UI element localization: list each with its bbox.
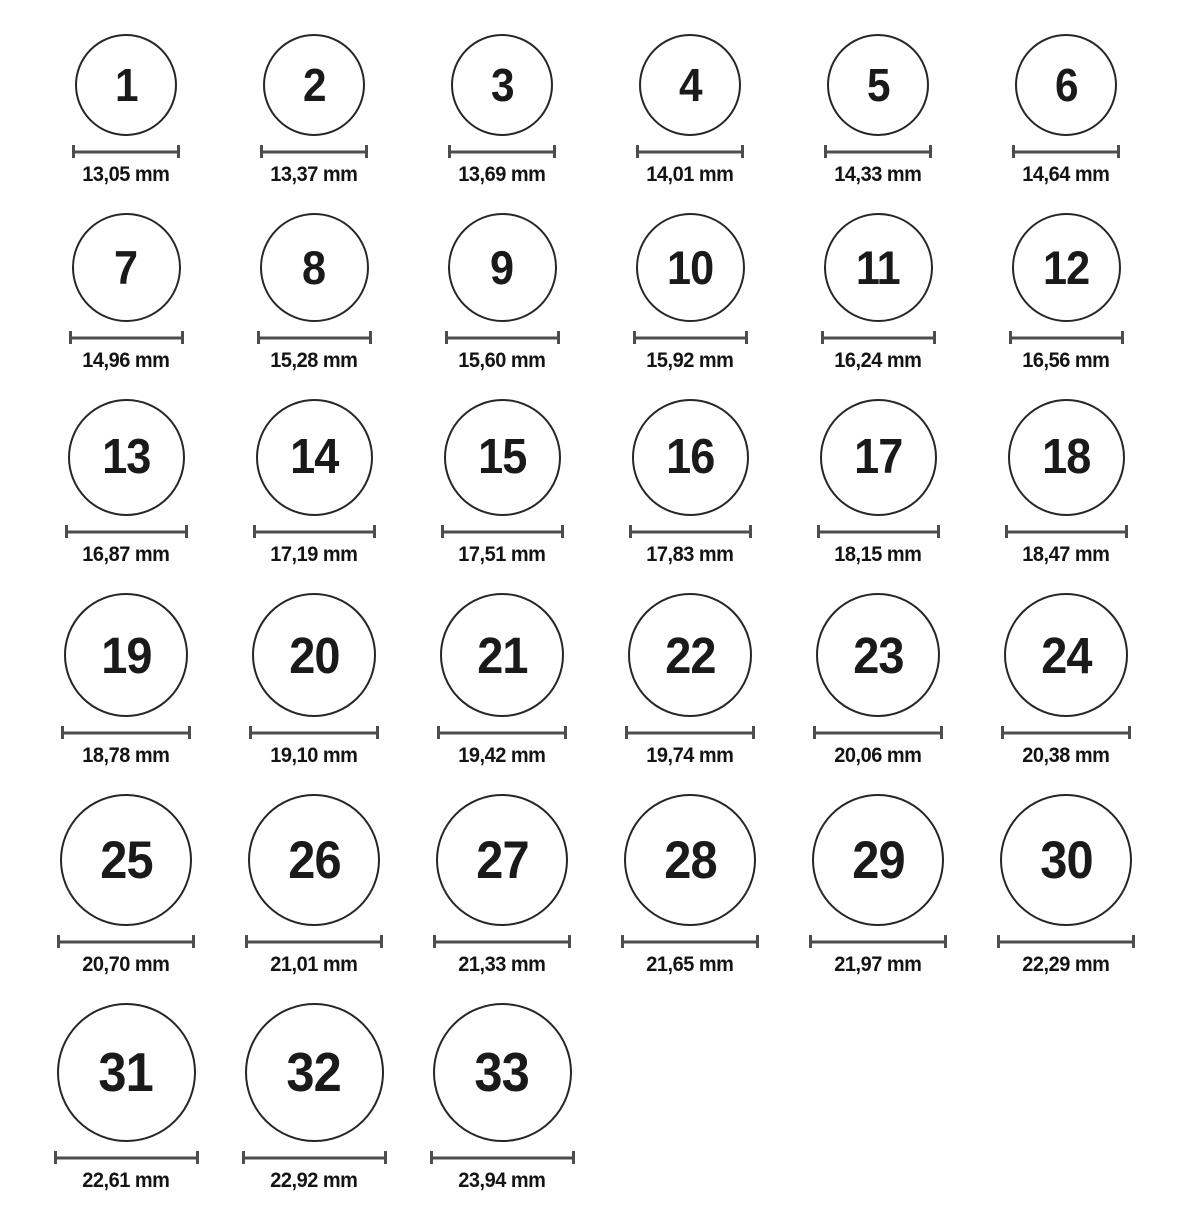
ring-size-number: 14 [289,430,339,484]
ring-size-number: 15 [477,430,527,484]
ring-size-number: 10 [666,241,714,294]
ring-size-item [220,794,408,977]
diameter-measure-line [813,726,943,739]
diameter-measure-line [621,935,759,948]
ring-size-number: 1 [114,59,138,111]
ring-circle [1015,34,1117,136]
ring-circle [60,794,192,926]
ring-size-item [408,593,596,768]
ring-circle [68,399,185,516]
ring-size-number: 17 [853,430,903,484]
diameter-measure-line [430,1151,575,1164]
ring-size-item [784,399,972,567]
diameter-label: 19,42 mm [458,744,546,767]
size-row [32,399,1160,567]
diameter-label: 19,74 mm [646,744,734,767]
size-row [32,794,1160,977]
diameter-label: 22,29 mm [1022,953,1110,976]
ring-size-number: 21 [476,626,528,684]
diameter-measure-line [821,331,936,344]
ring-size-number: 27 [475,830,529,890]
diameter-measure-line [1009,331,1124,344]
ring-size-number: 9 [490,241,514,294]
diameter-label: 18,78 mm [82,744,170,767]
ring-circle [1000,794,1132,926]
ring-size-item [220,593,408,768]
ring-size-number: 5 [866,59,890,111]
ring-size-item [972,34,1160,187]
ring-size-number: 3 [490,59,514,111]
diameter-measure-line [437,726,567,739]
ring-size-item [408,399,596,567]
diameter-label: 15,92 mm [646,349,734,372]
ring-circle [827,34,929,136]
ring-size-item [220,34,408,187]
ring-size-number: 28 [663,830,717,890]
ring-circle [816,593,940,717]
ring-size-item [784,213,972,373]
diameter-measure-line [253,525,376,538]
ring-circle [812,794,944,926]
ring-size-item [596,794,784,977]
ring-size-number: 23 [852,626,904,684]
diameter-label: 20,70 mm [82,953,170,976]
ring-circle [824,213,933,322]
diameter-label: 16,24 mm [834,349,922,372]
ring-size-number: 24 [1040,626,1092,684]
ring-circle [57,1003,196,1142]
diameter-label: 18,15 mm [834,543,922,566]
diameter-measure-line [242,1151,387,1164]
ring-circle [75,34,177,136]
diameter-measure-line [809,935,947,948]
ring-size-item [596,34,784,187]
ring-size-number: 29 [851,830,905,890]
ring-circle [433,1003,572,1142]
ring-size-number: 22 [664,626,716,684]
size-row [32,213,1160,373]
ring-circle [260,213,369,322]
diameter-measure-line [54,1151,199,1164]
ring-size-number: 26 [287,830,341,890]
ring-size-item [596,593,784,768]
ring-circle [1012,213,1121,322]
ring-size-number: 13 [101,430,151,484]
diameter-measure-line [633,331,748,344]
diameter-label: 19,10 mm [270,744,358,767]
size-row [32,1003,1160,1193]
diameter-measure-line [441,525,564,538]
diameter-measure-line [57,935,195,948]
diameter-label: 21,01 mm [270,953,358,976]
diameter-measure-line [61,726,191,739]
diameter-measure-line [260,145,368,158]
ring-size-number: 7 [114,241,138,294]
diameter-label: 13,69 mm [458,163,546,186]
diameter-label: 20,38 mm [1022,744,1110,767]
ring-size-number: 33 [474,1041,530,1103]
diameter-label: 21,33 mm [458,953,546,976]
ring-size-number: 19 [100,626,152,684]
ring-size-number: 31 [98,1041,154,1103]
ring-size-item [220,213,408,373]
diameter-label: 14,64 mm [1022,163,1110,186]
diameter-label: 22,92 mm [270,1169,358,1192]
ring-circle [72,213,181,322]
ring-size-item [220,1003,408,1193]
ring-size-number: 4 [678,59,702,111]
diameter-label: 21,65 mm [646,953,734,976]
diameter-label: 17,19 mm [270,543,358,566]
ring-size-item [972,593,1160,768]
diameter-measure-line [257,331,372,344]
diameter-measure-line [625,726,755,739]
diameter-label: 23,94 mm [458,1169,546,1192]
ring-size-item [408,213,596,373]
ring-size-number: 6 [1054,59,1078,111]
diameter-label: 14,33 mm [834,163,922,186]
ring-size-item [32,794,220,977]
diameter-label: 17,83 mm [646,543,734,566]
diameter-label: 20,06 mm [834,744,922,767]
ring-circle [636,213,745,322]
ring-size-number: 18 [1041,430,1091,484]
diameter-measure-line [448,145,556,158]
ring-circle [263,34,365,136]
size-row [32,593,1160,768]
ring-size-item [32,399,220,567]
ring-size-item [32,34,220,187]
ring-size-item [408,1003,596,1193]
ring-circle [64,593,188,717]
ring-circle [624,794,756,926]
diameter-measure-line [629,525,752,538]
ring-size-item [408,794,596,977]
ring-size-number: 12 [1042,241,1090,294]
size-row [32,34,1160,187]
ring-size-number: 32 [286,1041,342,1103]
diameter-label: 15,28 mm [270,349,358,372]
ring-circle [1008,399,1125,516]
ring-size-item [972,213,1160,373]
ring-circle [252,593,376,717]
ring-circle [448,213,557,322]
diameter-label: 18,47 mm [1022,543,1110,566]
ring-circle [451,34,553,136]
diameter-label: 22,61 mm [82,1169,170,1192]
ring-size-item [784,34,972,187]
diameter-measure-line [824,145,932,158]
diameter-label: 17,51 mm [458,543,546,566]
ring-size-item [32,213,220,373]
ring-size-number: 30 [1039,830,1093,890]
ring-size-number: 25 [99,830,153,890]
ring-circle [256,399,373,516]
ring-size-item [220,399,408,567]
ring-circle [628,593,752,717]
diameter-measure-line [65,525,188,538]
ring-circle [632,399,749,516]
diameter-label: 21,97 mm [834,953,922,976]
diameter-label: 14,96 mm [82,349,170,372]
diameter-measure-line [72,145,180,158]
ring-size-number: 16 [665,430,715,484]
diameter-label: 13,05 mm [82,163,170,186]
diameter-label: 16,56 mm [1022,349,1110,372]
ring-circle [820,399,937,516]
diameter-label: 13,37 mm [270,163,358,186]
ring-circle [248,794,380,926]
ring-size-item [408,34,596,187]
ring-circle [1004,593,1128,717]
ring-circle [639,34,741,136]
ring-circle [245,1003,384,1142]
ring-circle [440,593,564,717]
diameter-measure-line [997,935,1135,948]
diameter-measure-line [433,935,571,948]
ring-size-number: 8 [302,241,326,294]
ring-circle [444,399,561,516]
ring-size-item [972,794,1160,977]
ring-size-number: 20 [288,626,340,684]
diameter-measure-line [69,331,184,344]
ring-size-item [784,794,972,977]
ring-size-number: 11 [856,241,900,294]
ring-size-number: 2 [302,59,326,111]
diameter-measure-line [245,935,383,948]
diameter-measure-line [636,145,744,158]
diameter-measure-line [817,525,940,538]
ring-circle [436,794,568,926]
ring-size-item [32,593,220,768]
ring-size-item [32,1003,220,1193]
diameter-measure-line [1005,525,1128,538]
diameter-label: 14,01 mm [646,163,734,186]
diameter-measure-line [445,331,560,344]
diameter-label: 15,60 mm [458,349,546,372]
ring-size-item [596,399,784,567]
ring-size-item [972,399,1160,567]
diameter-measure-line [249,726,379,739]
diameter-measure-line [1001,726,1131,739]
diameter-measure-line [1012,145,1120,158]
ring-size-item [596,213,784,373]
ring-size-item [784,593,972,768]
diameter-label: 16,87 mm [82,543,170,566]
